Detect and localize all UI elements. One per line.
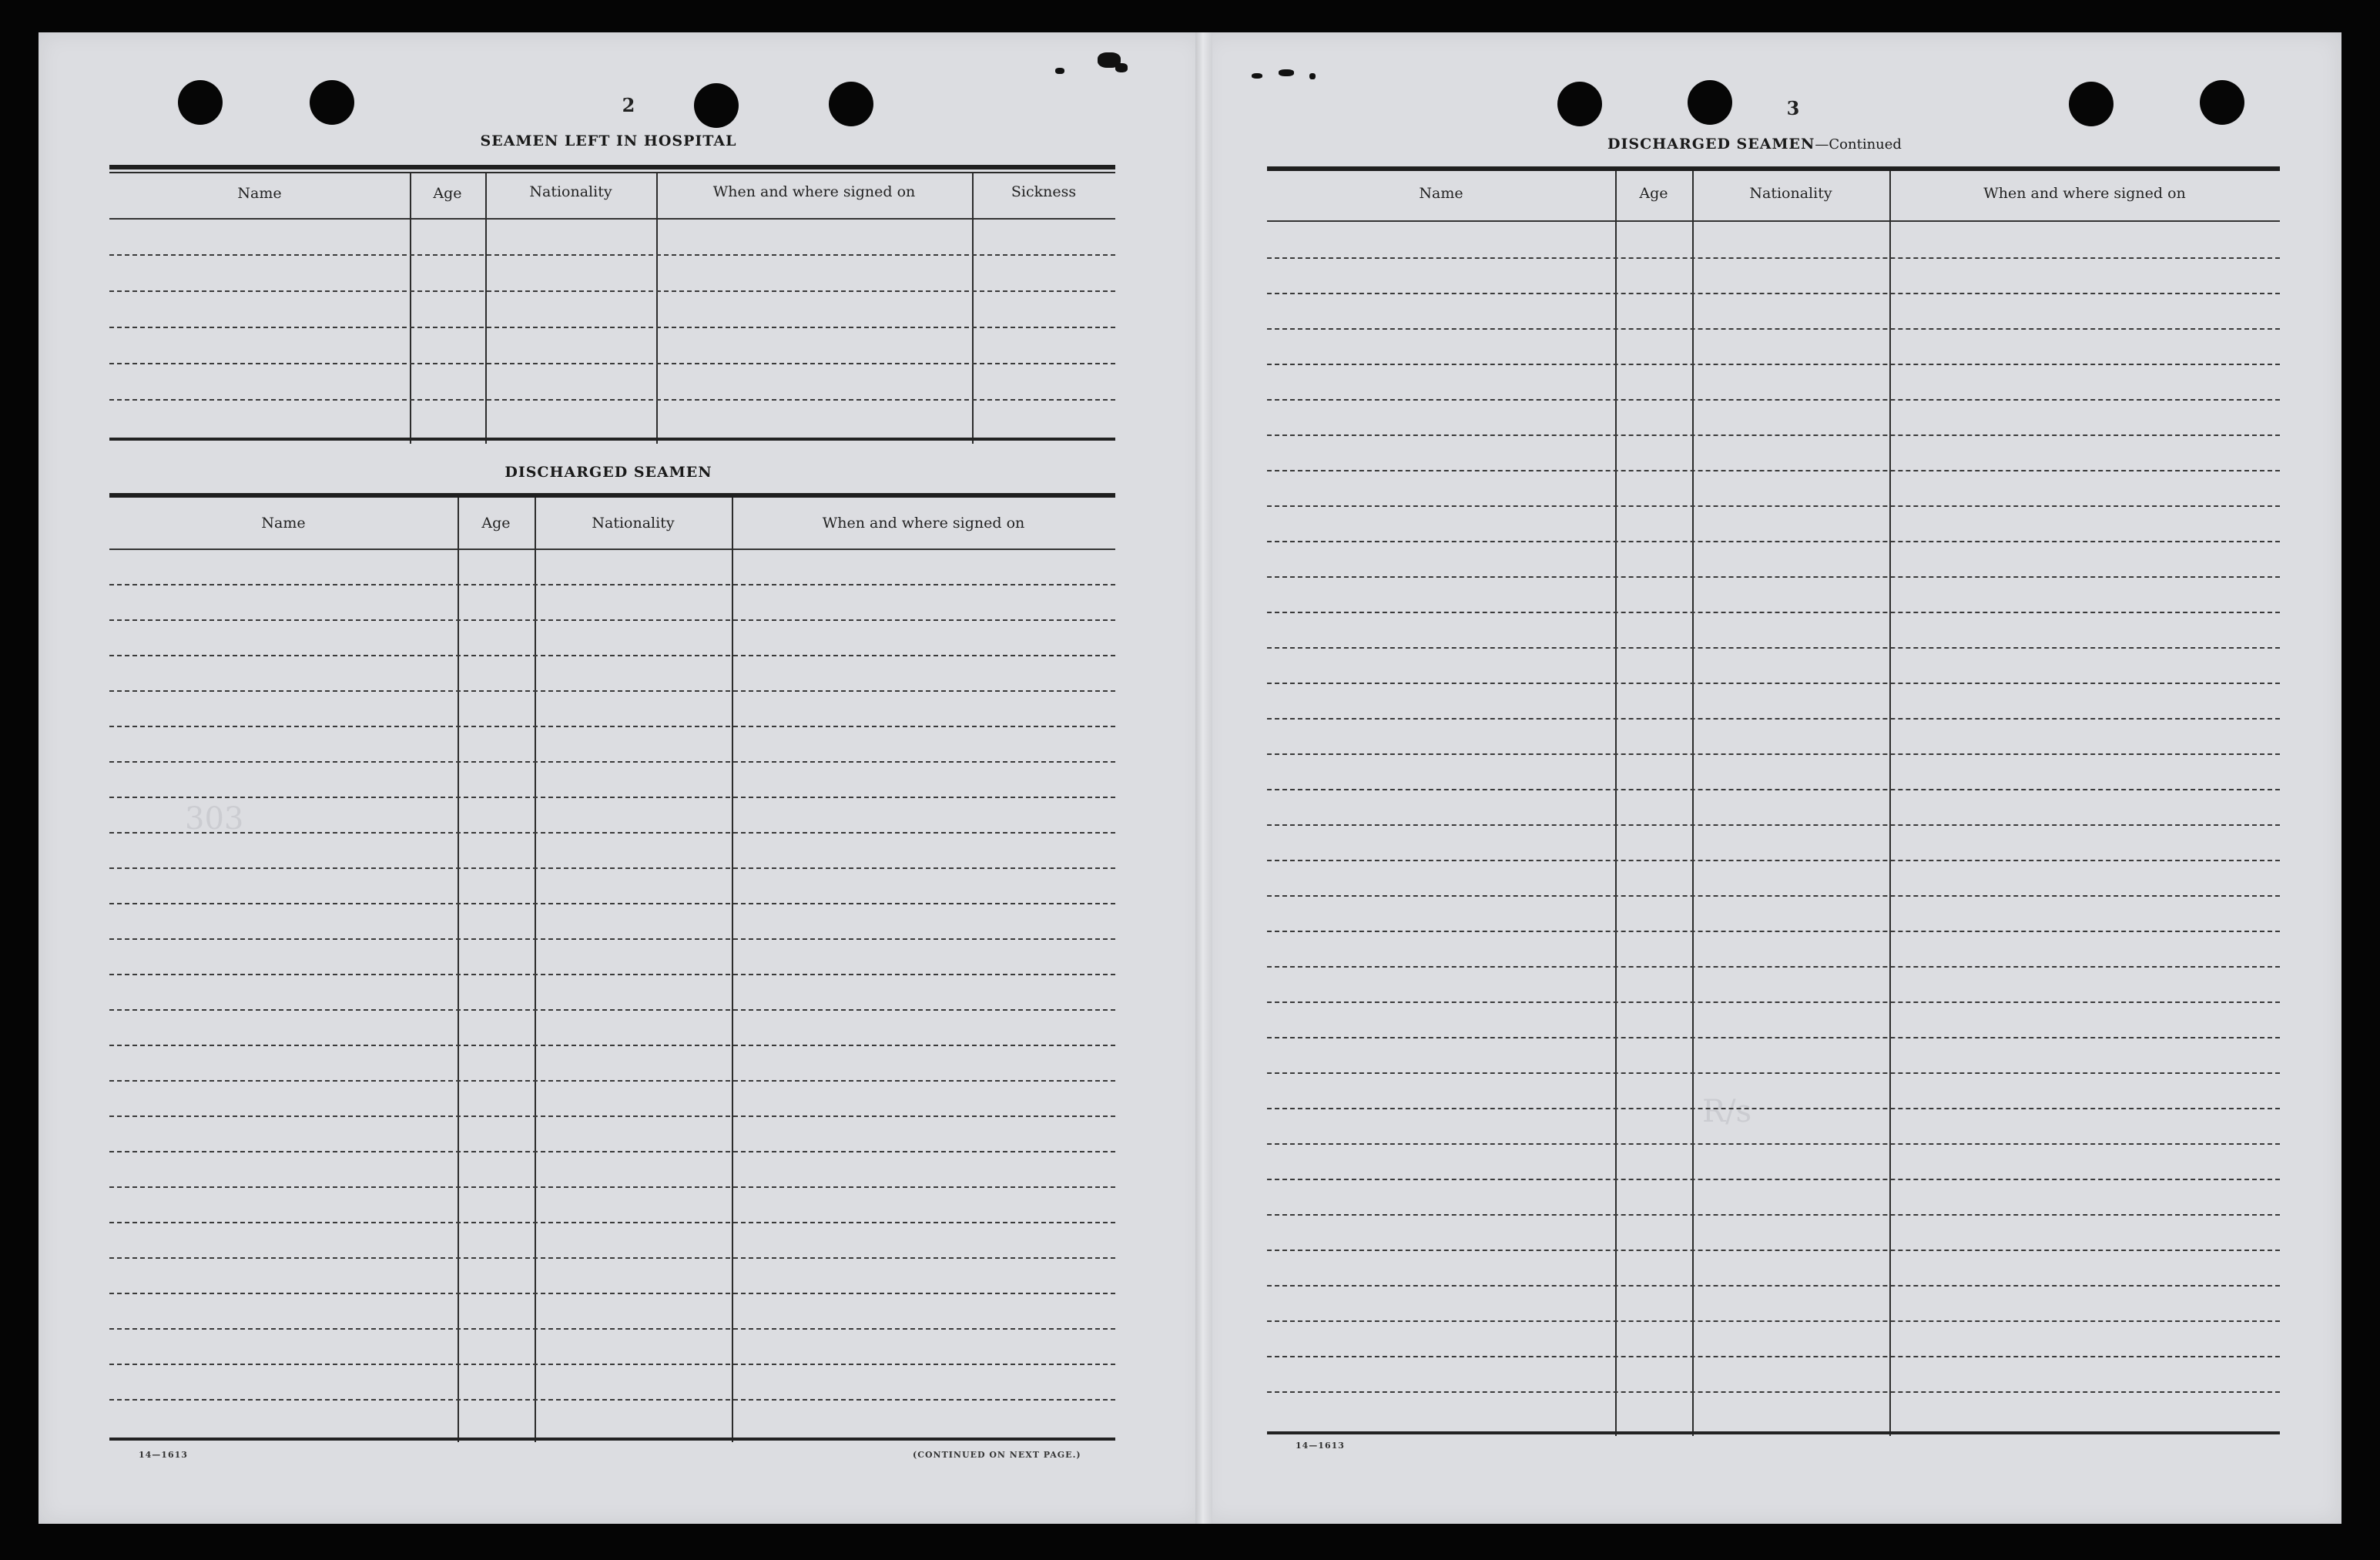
table-row bbox=[109, 1293, 1115, 1294]
table-row bbox=[1267, 293, 2280, 294]
table-row bbox=[1267, 505, 2280, 507]
hospital-table bbox=[109, 165, 1115, 444]
section-title-text: DISCHARGED SEAMEN bbox=[1607, 136, 1815, 153]
table-row bbox=[1267, 328, 2280, 330]
ink-smudge bbox=[1309, 73, 1316, 79]
table-row bbox=[109, 761, 1115, 763]
column-header-signed-on: When and where signed on bbox=[822, 515, 1025, 532]
punch-hole bbox=[1688, 80, 1732, 125]
column-divider bbox=[656, 173, 658, 444]
column-divider bbox=[410, 173, 411, 444]
table-top-rule bbox=[109, 165, 1115, 169]
table-row bbox=[109, 1399, 1115, 1401]
table-row bbox=[1267, 1214, 2280, 1216]
table-row bbox=[109, 619, 1115, 621]
column-divider bbox=[732, 498, 733, 1442]
table-bottom-rule bbox=[1267, 1431, 2280, 1434]
punch-hole bbox=[694, 83, 739, 128]
column-header-signed-on: When and where signed on bbox=[1983, 185, 2186, 202]
table-row bbox=[109, 1222, 1115, 1223]
table-row bbox=[109, 1257, 1115, 1259]
table-row bbox=[1267, 1179, 2280, 1180]
table-row bbox=[1267, 683, 2280, 684]
punch-hole bbox=[829, 82, 873, 126]
table-row bbox=[109, 1364, 1115, 1365]
column-divider bbox=[972, 173, 974, 444]
table-row bbox=[1267, 434, 2280, 436]
table-top-rule bbox=[1267, 166, 2280, 171]
table-row bbox=[109, 690, 1115, 692]
table-row bbox=[1267, 931, 2280, 932]
table-row bbox=[1267, 895, 2280, 897]
table-row bbox=[1267, 1250, 2280, 1251]
ink-smudge bbox=[1279, 69, 1294, 76]
table-row bbox=[1267, 541, 2280, 542]
table-row bbox=[109, 938, 1115, 940]
table-row bbox=[109, 1009, 1115, 1011]
header-rule bbox=[109, 549, 1115, 550]
column-header-signed-on: When and where signed on bbox=[712, 183, 916, 200]
hospital-section-title: SEAMEN LEFT IN HOSPITAL bbox=[480, 133, 737, 149]
table-row bbox=[1267, 1391, 2280, 1393]
section-title-suffix: —Continued bbox=[1815, 136, 1902, 153]
table-row bbox=[1267, 1072, 2280, 1074]
table-row bbox=[109, 726, 1115, 727]
table-row bbox=[109, 399, 1115, 401]
column-header-nationality: Nationality bbox=[1749, 185, 1832, 202]
discharged-continued-title bbox=[1607, 136, 1902, 153]
punch-hole bbox=[2069, 82, 2114, 126]
page-number: 2 bbox=[622, 94, 635, 116]
page-fold bbox=[1195, 32, 1212, 1524]
punch-hole bbox=[310, 80, 354, 125]
ink-smudge bbox=[1115, 63, 1128, 72]
table-row bbox=[1267, 718, 2280, 720]
column-header-age: Age bbox=[433, 185, 462, 202]
column-header-age: Age bbox=[1639, 185, 1668, 202]
table-row bbox=[1267, 647, 2280, 649]
table-row bbox=[1267, 1320, 2280, 1322]
page-number: 3 bbox=[1786, 97, 1800, 119]
table-row bbox=[1267, 612, 2280, 613]
column-header-nationality: Nationality bbox=[592, 515, 675, 532]
table-row bbox=[109, 655, 1115, 656]
table-row bbox=[1267, 789, 2280, 790]
table-row bbox=[109, 327, 1115, 328]
table-row bbox=[109, 363, 1115, 364]
table-row bbox=[1267, 1037, 2280, 1038]
punch-hole bbox=[2200, 80, 2244, 125]
table-row bbox=[1267, 257, 2280, 259]
table-row bbox=[1267, 1001, 2280, 1003]
table-row bbox=[1267, 1285, 2280, 1287]
form-code: 14—1613 bbox=[139, 1450, 188, 1460]
table-row bbox=[109, 1045, 1115, 1046]
table-row bbox=[109, 903, 1115, 904]
table-row bbox=[109, 1115, 1115, 1117]
column-divider bbox=[1889, 171, 1891, 1436]
table-row bbox=[109, 797, 1115, 798]
table-row bbox=[1267, 1143, 2280, 1145]
column-divider bbox=[535, 498, 536, 1442]
column-divider bbox=[1692, 171, 1694, 1436]
column-header-name: Name bbox=[1419, 185, 1463, 202]
column-header-name: Name bbox=[237, 185, 282, 202]
discharged-table bbox=[109, 493, 1115, 1442]
column-divider bbox=[1615, 171, 1617, 1436]
table-row bbox=[109, 290, 1115, 292]
column-header-age: Age bbox=[481, 515, 511, 532]
discharged-section-title: DISCHARGED SEAMEN bbox=[504, 464, 712, 481]
table-row bbox=[109, 1080, 1115, 1082]
table-top-rule bbox=[109, 172, 1115, 173]
table-row bbox=[1267, 966, 2280, 968]
table-row bbox=[1267, 399, 2280, 401]
table-top-rule bbox=[109, 493, 1115, 498]
table-row bbox=[109, 1151, 1115, 1152]
table-row bbox=[1267, 1108, 2280, 1109]
punch-hole bbox=[178, 80, 223, 125]
table-row bbox=[109, 584, 1115, 585]
ink-smudge bbox=[1252, 73, 1262, 79]
table-row bbox=[109, 974, 1115, 975]
table-row bbox=[1267, 364, 2280, 365]
column-divider bbox=[485, 173, 487, 444]
table-row bbox=[1267, 824, 2280, 826]
table-row bbox=[109, 1328, 1115, 1330]
table-row bbox=[109, 832, 1115, 834]
column-header-nationality: Nationality bbox=[529, 183, 612, 200]
punch-hole bbox=[1557, 82, 1602, 126]
table-row bbox=[1267, 470, 2280, 471]
table-row bbox=[1267, 1356, 2280, 1357]
bleed-through-mark: R/s bbox=[1702, 1094, 1752, 1129]
table-row bbox=[109, 254, 1115, 256]
column-divider bbox=[458, 498, 459, 1442]
column-header-name: Name bbox=[261, 515, 306, 532]
table-row bbox=[109, 1186, 1115, 1188]
table-row bbox=[1267, 576, 2280, 578]
table-row bbox=[1267, 753, 2280, 755]
header-rule bbox=[109, 218, 1115, 220]
table-bottom-rule bbox=[109, 1438, 1115, 1441]
header-rule bbox=[1267, 220, 2280, 222]
table-row bbox=[109, 867, 1115, 869]
column-header-sickness: Sickness bbox=[1011, 183, 1077, 200]
table-row bbox=[1267, 860, 2280, 861]
discharged-continued-table bbox=[1267, 166, 2280, 1436]
form-code: 14—1613 bbox=[1296, 1441, 1345, 1451]
bleed-through-mark: 303 bbox=[185, 801, 244, 837]
table-bottom-rule bbox=[109, 438, 1115, 441]
continued-note: (CONTINUED ON NEXT PAGE.) bbox=[913, 1450, 1081, 1460]
ink-smudge bbox=[1055, 68, 1064, 74]
